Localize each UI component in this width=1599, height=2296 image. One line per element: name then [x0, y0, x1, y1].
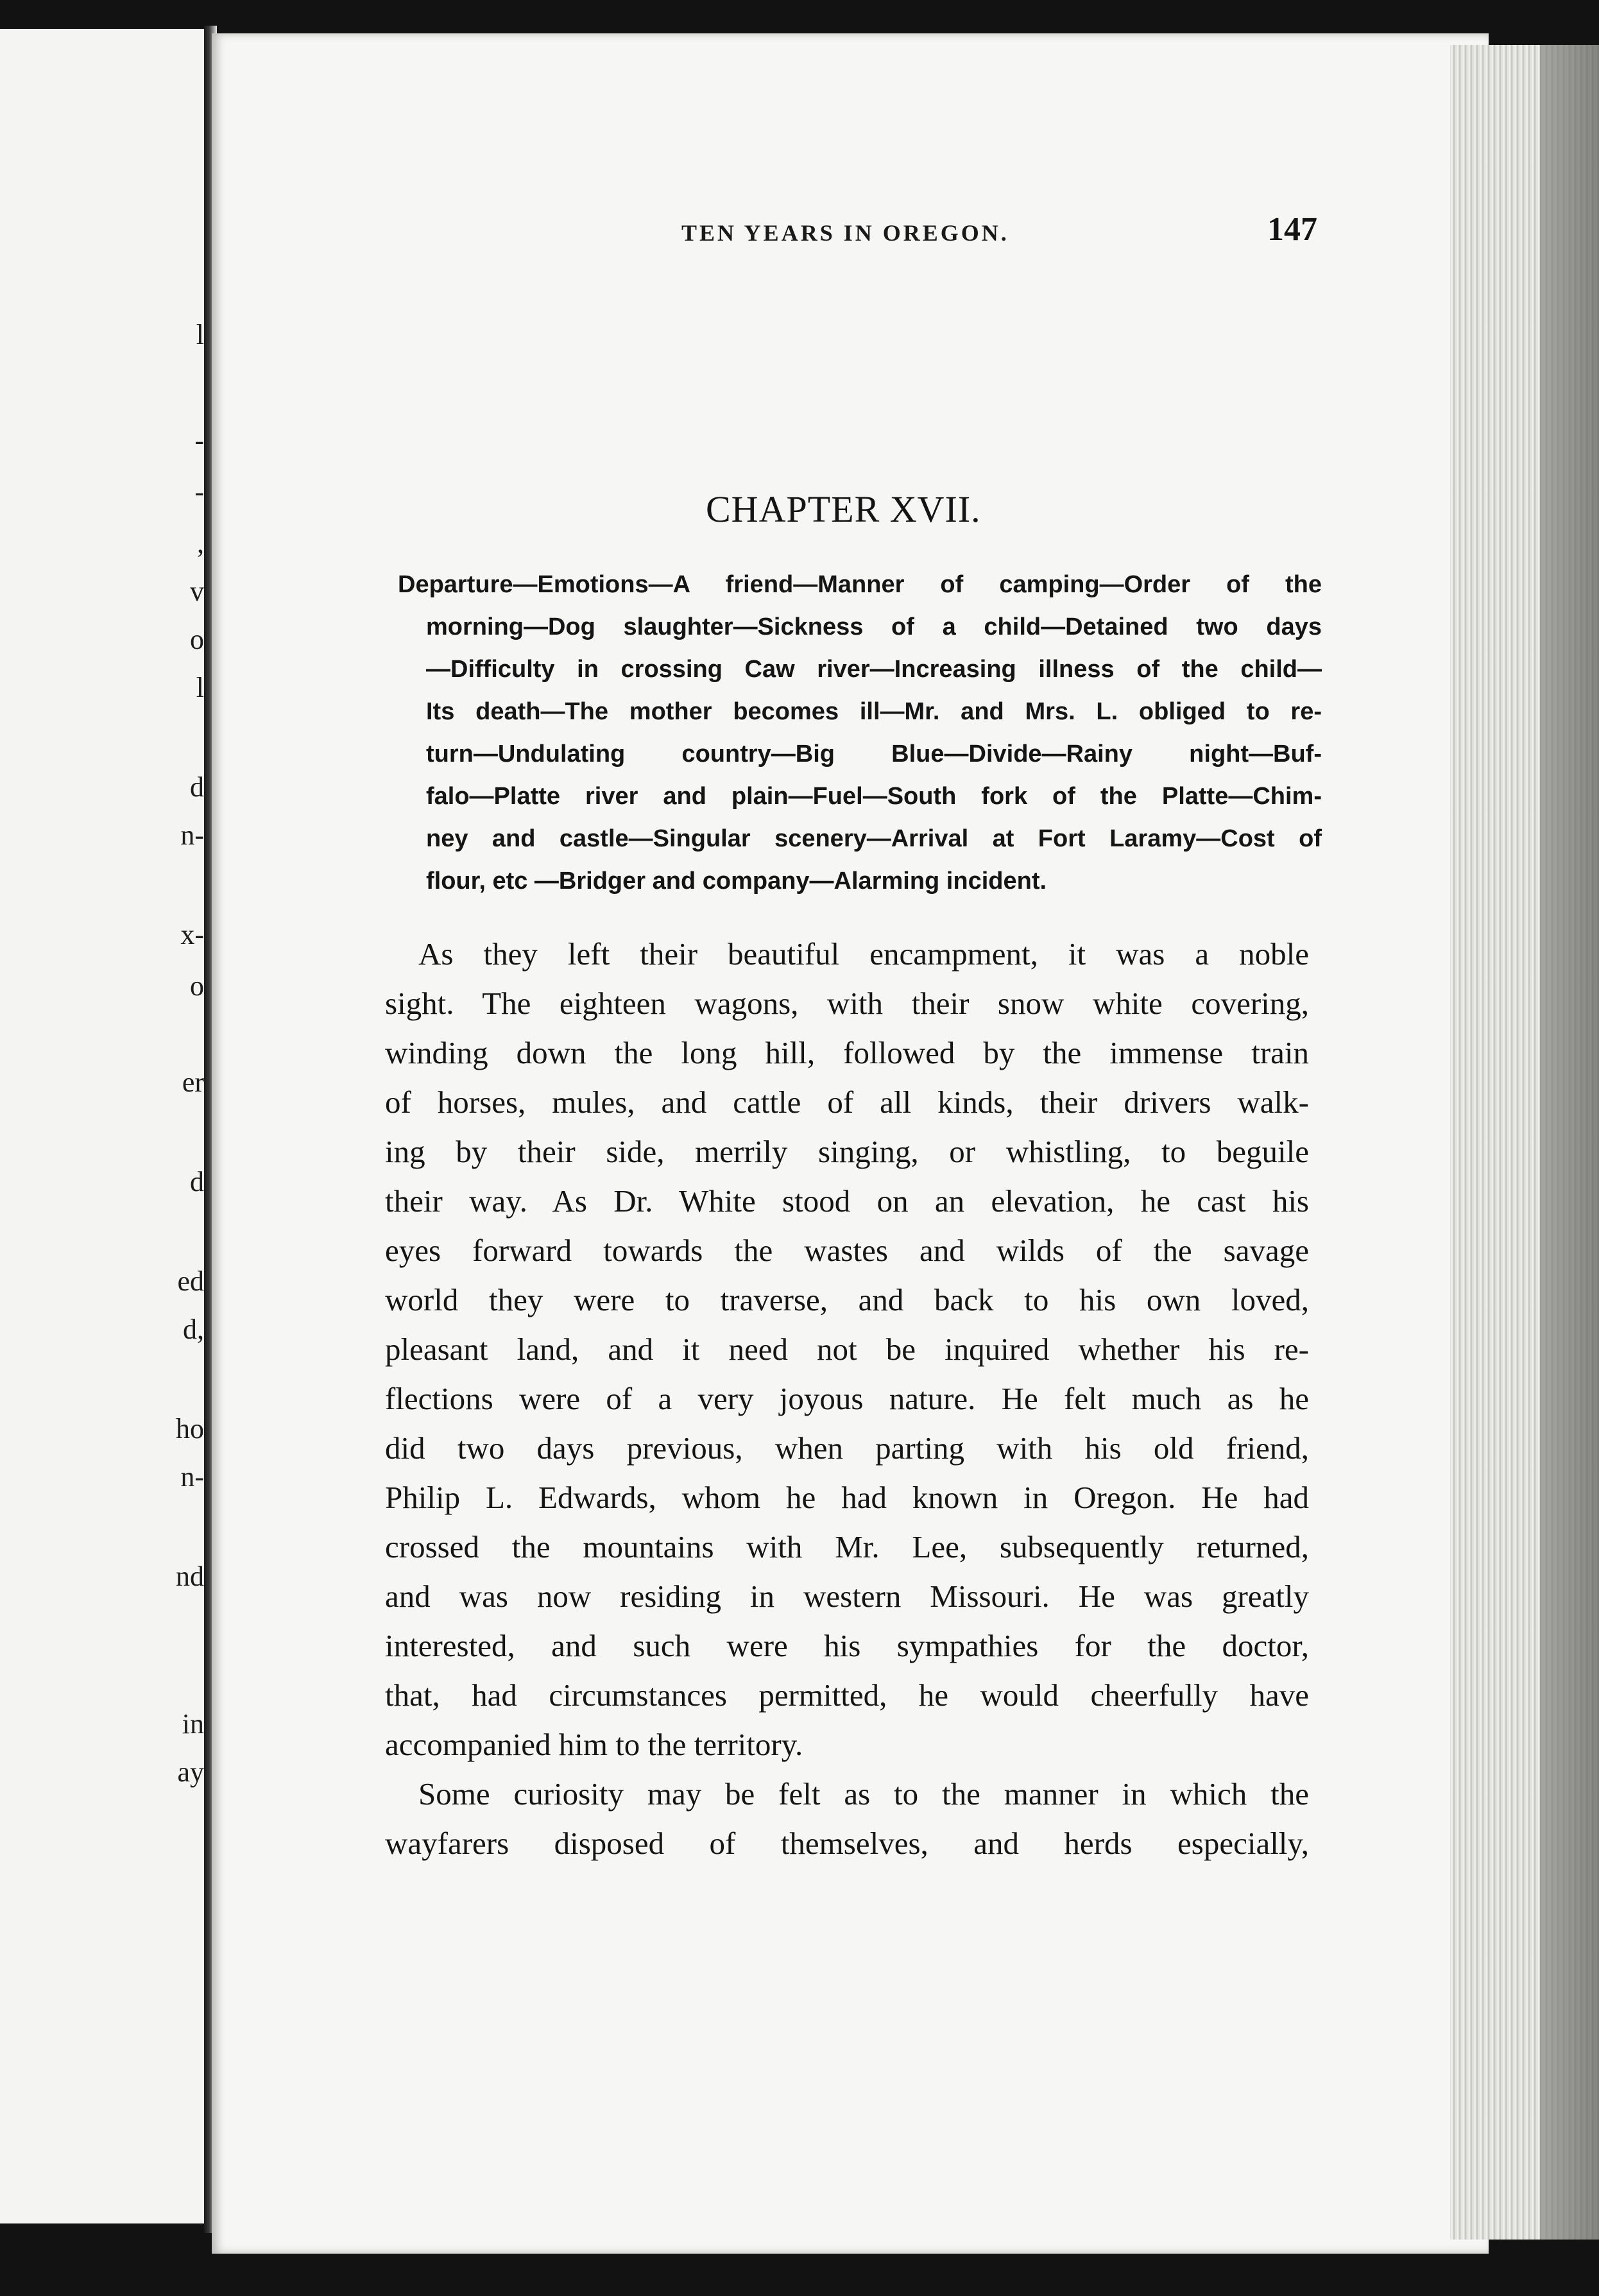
text-line: accompanied him to the territory. [385, 1727, 803, 1762]
text-line: crossed the mountains with Mr. Lee, subsequently returned, [385, 1529, 1309, 1564]
left-page-fragment: er [182, 1067, 204, 1098]
left-page-fragment: o [190, 624, 204, 655]
page-number: 147 [1267, 211, 1317, 248]
left-page-fragment: v [190, 576, 204, 607]
left-page-fragment: d [190, 771, 204, 803]
running-head: TEN YEARS IN OREGON. [681, 220, 1009, 246]
text-line: ing by their side, merrily singing, or whistling, to beguile [385, 1134, 1309, 1169]
left-page-fragment: ed [177, 1265, 204, 1297]
text-line: winding down the long hill, followed by the immense train [385, 1035, 1309, 1070]
left-page-edge [0, 29, 204, 2223]
synopsis-line: morning—Dog slaughter—Sickness of a child—Detained two days [426, 613, 1322, 640]
left-page-fragment: in [182, 1708, 204, 1740]
left-page-fragment: ay [177, 1756, 204, 1788]
synopsis-line: ney and castle—Singular scenery—Arrival at Fort Laramy—Cost of [426, 825, 1322, 852]
synopsis-line: flour, etc —Bridger and company—Alarming incident. [426, 868, 1047, 895]
text-line: flections were of a very joyous nature. He felt much as he [385, 1381, 1309, 1416]
synopsis-line: Departure—Emotions—A friend—Manner of camping—Order of the [398, 571, 1322, 598]
left-page-fragment: o [190, 970, 204, 1002]
text-line: wayfarers disposed of themselves, and herds especially, [385, 1826, 1309, 1861]
left-page-fragment: d [190, 1166, 204, 1197]
synopsis-line: falo—Platte river and plain—Fuel—South fork of the Platte—Chim- [426, 783, 1322, 810]
left-page-fragment: , [197, 527, 204, 559]
left-page-fragment: n- [180, 1461, 204, 1493]
left-page-fragment: n- [180, 819, 204, 851]
left-page-fragment: l [196, 319, 204, 350]
synopsis-line: —Difficulty in crossing Caw river—Increasing illness of the child— [426, 656, 1322, 683]
synopsis-line: Its death—The mother becomes ill—Mr. and Mrs. L. obliged to re- [426, 698, 1322, 725]
chapter-synopsis [398, 563, 1322, 902]
left-page-fragment: - [194, 425, 204, 456]
left-page-fragment: l [196, 672, 204, 703]
left-page-fragment: x- [180, 919, 204, 950]
text-line: did two days previous, when parting with his old friend, [385, 1430, 1309, 1466]
left-page-fragment: nd [176, 1561, 204, 1592]
text-line: interested, and such were his sympathies for the doctor, [385, 1628, 1309, 1663]
text-line: that, had circumstances permitted, he would cheerfully have [385, 1677, 1309, 1713]
text-line: and was now residing in western Missouri. He was greatly [385, 1579, 1309, 1614]
left-page-fragment: ho [176, 1413, 204, 1444]
chapter-title: CHAPTER XVII. [706, 488, 981, 530]
text-line: pleasant land, and it need not be inquired whether his re- [385, 1332, 1309, 1367]
body-text [385, 929, 1309, 1868]
text-line: world they were to traverse, and back to his own loved, [385, 1282, 1309, 1317]
synopsis-line: turn—Undulating country—Big Blue—Divide—Rainy night—Buf- [426, 741, 1322, 767]
text-line: their way. As Dr. White stood on an elevation, he cast his [385, 1183, 1309, 1219]
page-edges-shadow [1540, 45, 1599, 2240]
left-page-fragment: d, [183, 1314, 204, 1345]
text-line: of horses, mules, and cattle of all kinds, their drivers walk- [385, 1084, 1309, 1120]
text-line: eyes forward towards the wastes and wilds of the savage [385, 1233, 1309, 1268]
text-line: sight. The eighteen wagons, with their snow white covering, [385, 986, 1309, 1021]
text-line: Some curiosity may be felt as to the manner in which the [418, 1776, 1309, 1812]
text-line: Philip L. Edwards, whom he had known in Oregon. He had [385, 1480, 1309, 1515]
left-page-fragment: - [194, 476, 204, 508]
text-line: As they left their beautiful encampment, it was a noble [418, 936, 1309, 972]
